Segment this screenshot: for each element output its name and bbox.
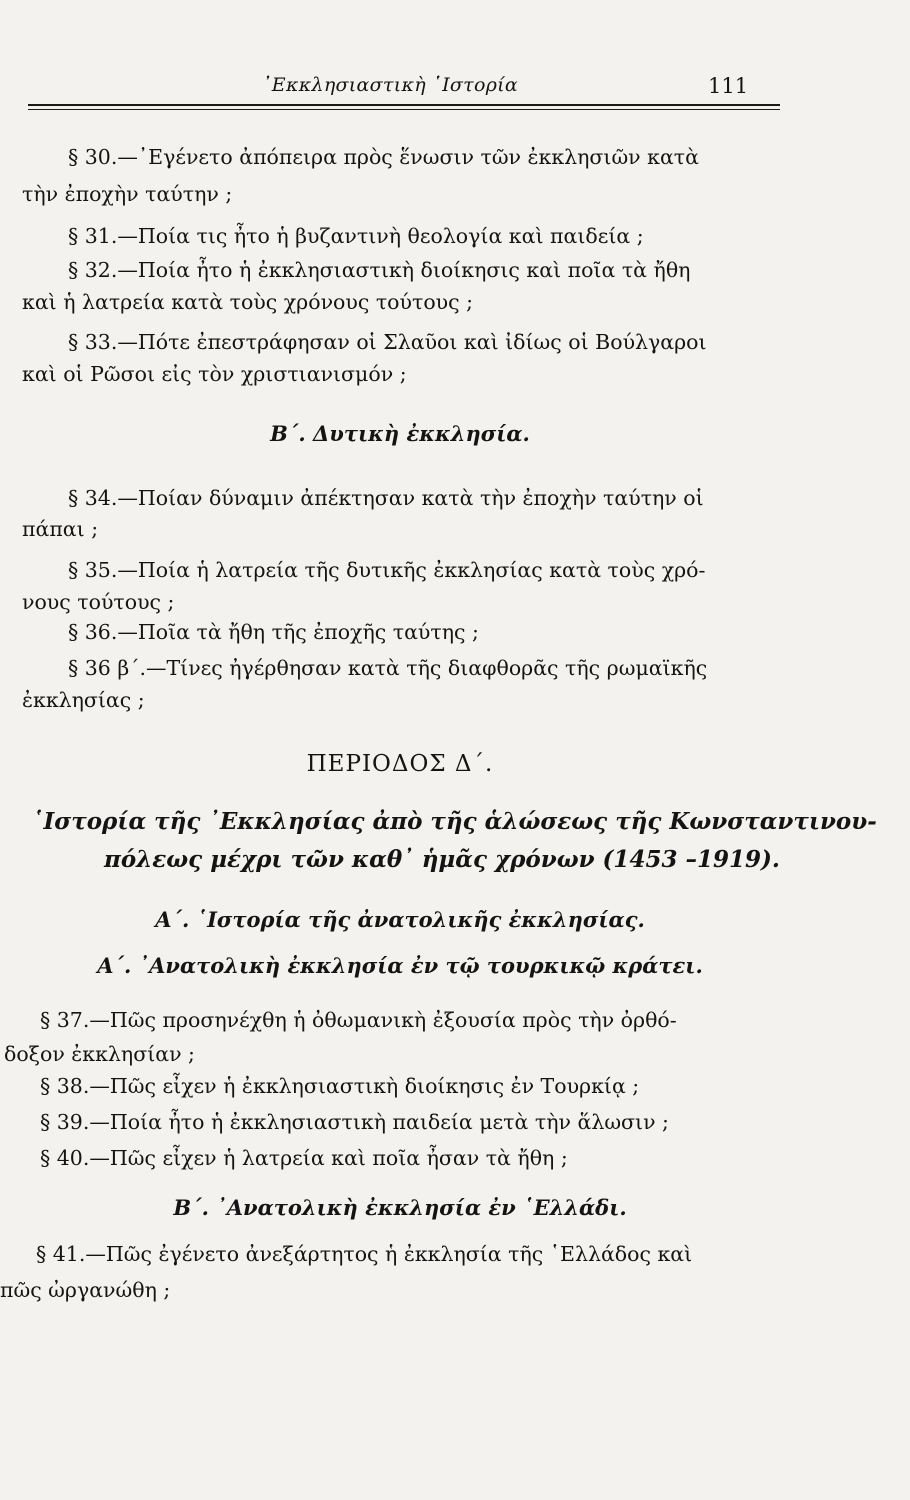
question-41-line-1: § 41.—Πῶς ἐγένετο ἀνεξάρτητος ἡ ἐκκλησία τῆς ῾Ελλάδος καὶ <box>36 1242 693 1266</box>
question-37-line-2: δοξον ἐκκλησίαν ; <box>4 1042 195 1066</box>
question-30-line-2: τὴν ἐποχὴν ταύτην ; <box>22 182 233 206</box>
header-rule-thick <box>28 104 780 106</box>
chapter-title-line-2: πόλεως μέχρι τῶν καθ᾿ ἡμᾶς χρόνων (1453 –1919). <box>104 846 780 873</box>
question-34-line-1: § 34.—Ποίαν δύναμιν ἀπέκτησαν κατὰ τὴν ἐποχὴν ταύτην οἱ <box>68 486 704 510</box>
question-36: § 36.—Ποῖα τὰ ἤθη τῆς ἐποχῆς ταύτης ; <box>68 620 479 644</box>
subheading-turkish-state: Α΄. ᾿Ανατολικὴ ἐκκλησία ἐν τῷ τουρκικῷ κράτει. <box>97 953 703 978</box>
question-35-line-2: νους τούτους ; <box>22 590 175 614</box>
header-rule-thin <box>28 109 780 110</box>
question-38: § 38.—Πῶς εἶχεν ἡ ἐκκλησιαστικὴ διοίκησις ἐν Τουρκίᾳ ; <box>40 1074 640 1098</box>
page-number: 111 <box>708 74 749 98</box>
question-40: § 40.—Πῶς εἶχεν ἡ λατρεία καὶ ποῖα ἦσαν τὰ ἤθη ; <box>40 1146 568 1170</box>
question-39: § 39.—Ποία ἦτο ἡ ἐκκλησιαστικὴ παιδεία μετὰ τὴν ἅλωσιν ; <box>40 1110 669 1134</box>
question-41-line-2: πῶς ὠργανώθη ; <box>0 1278 171 1302</box>
subheading-greece: Β΄. ᾿Ανατολικὴ ἐκκλησία ἐν ῾Ελλάδι. <box>173 1195 627 1220</box>
question-30-line-1: § 30.—᾿Εγένετο ἀπόπειρα πρὸς ἕνωσιν τῶν ἐκκλησιῶν κατὰ <box>68 145 699 169</box>
question-35-line-1: § 35.—Ποία ἡ λατρεία τῆς δυτικῆς ἐκκλησίας κατὰ τοὺς χρό- <box>68 558 706 582</box>
section-heading-western-church: Β΄. Δυτικὴ ἐκκλησία. <box>270 421 530 446</box>
chapter-title-line-1: ῾Ιστορία τῆς ᾿Εκκλησίας ἀπὸ τῆς ἁλώσεως τῆς Κωνσταντινου- <box>32 808 877 835</box>
question-31: § 31.—Ποία τις ἦτο ἡ βυζαντινὴ θεολογία καὶ παιδεία ; <box>68 224 644 248</box>
question-36b-line-2: ἐκκλησίας ; <box>22 688 145 712</box>
question-34-line-2: πάπαι ; <box>22 517 99 541</box>
question-32-line-1: § 32.—Ποία ἦτο ἡ ἐκκλησιαστικὴ διοίκησις καὶ ποῖα τὰ ἤθη <box>68 258 691 282</box>
period-heading: ΠΕΡΙΟΔΟΣ Δ΄. <box>306 751 494 777</box>
page-header <box>0 72 910 102</box>
running-title: ᾿Εκκλησιαστικὴ ῾Ιστορία <box>262 74 519 96</box>
question-33-line-2: καὶ οἱ Ρῶσοι εἰς τὸν χριστιανισμόν ; <box>22 362 407 386</box>
question-32-line-2: καὶ ἡ λατρεία κατὰ τοὺς χρόνους τούτους ; <box>22 290 474 314</box>
question-33-line-1: § 33.—Πότε ἐπεστράφησαν οἱ Σλαῦοι καὶ ἰδίως οἱ Βούλγαροι <box>68 330 707 354</box>
subheading-eastern-church: Α΄. ῾Ιστορία τῆς ἀνατολικῆς ἐκκλησίας. <box>155 907 645 932</box>
question-36b-line-1: § 36 β΄.—Τίνες ἠγέρθησαν κατὰ τῆς διαφθορᾶς τῆς ρωμαϊκῆς <box>68 656 708 680</box>
question-37-line-1: § 37.—Πῶς προσηνέχθη ἡ ὀθωμανικὴ ἐξουσία πρὸς τὴν ὀρθό- <box>40 1008 677 1032</box>
